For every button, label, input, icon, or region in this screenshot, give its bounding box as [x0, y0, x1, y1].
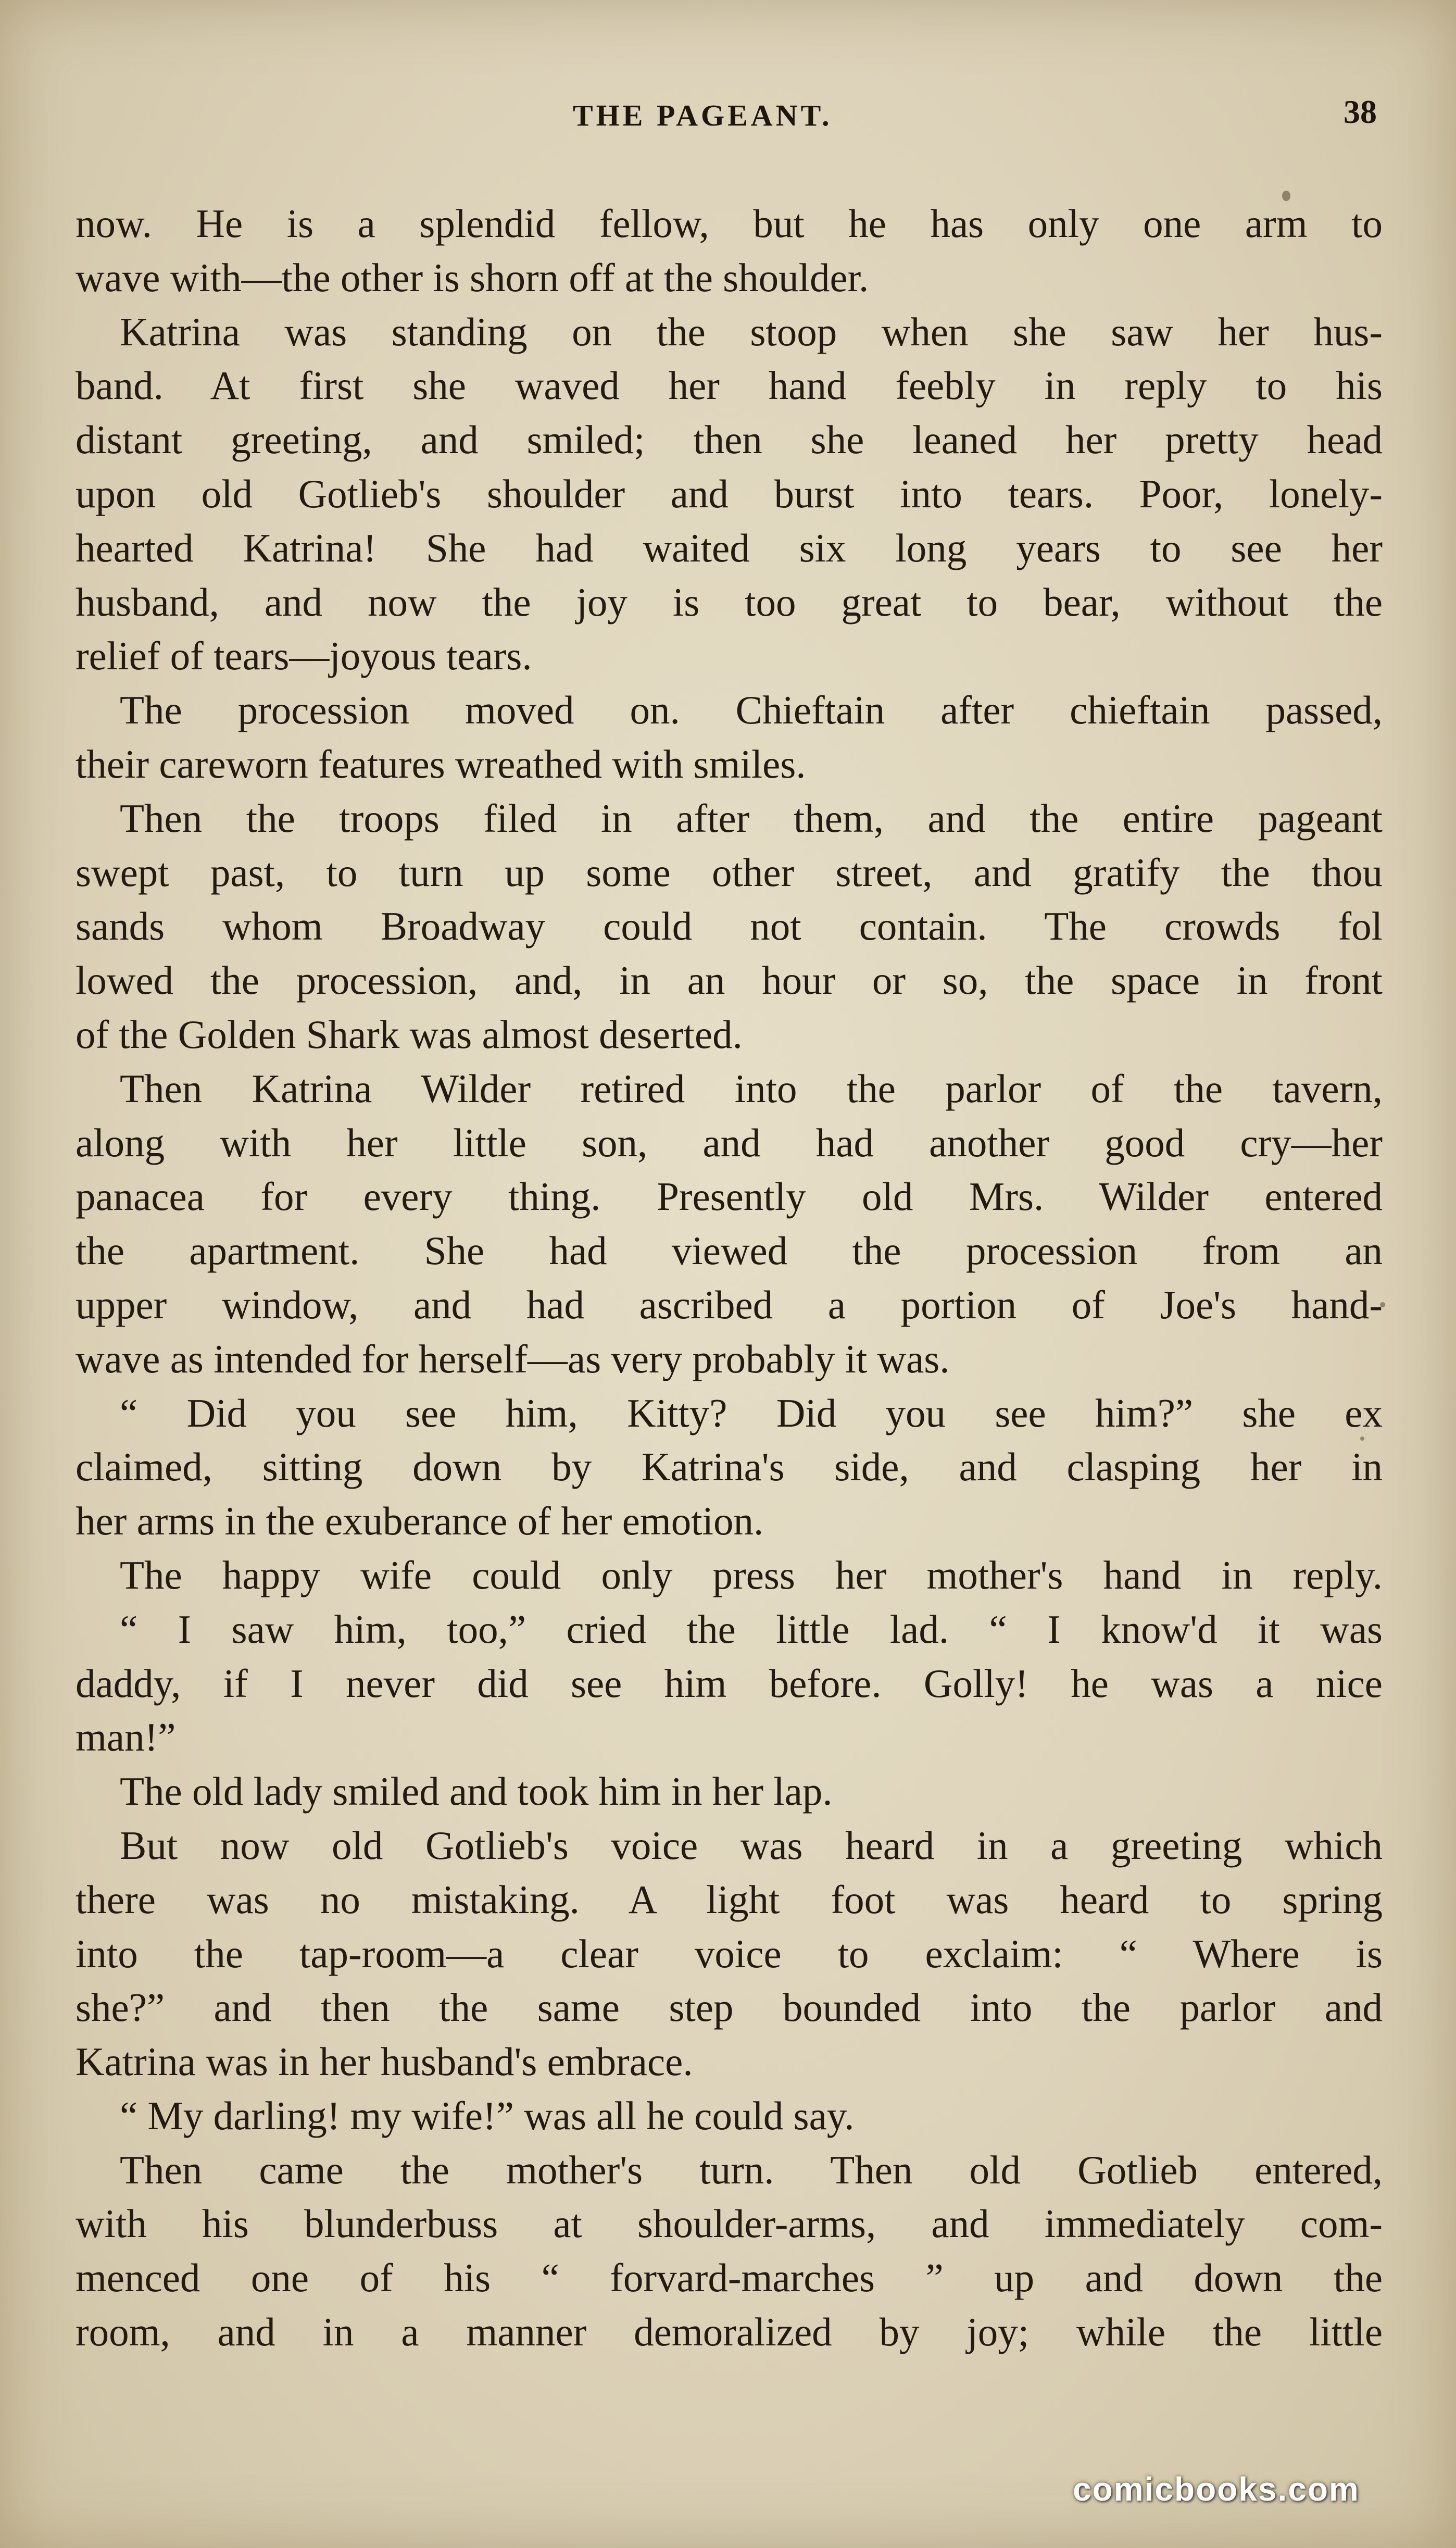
text-line: their careworn features wreathed with smiles. [76, 741, 806, 786]
text-line: Then the troops filed in after them, and the entire pageant [120, 795, 1383, 841]
text-line: swept past, to turn up some other street, and gratify the thou [76, 850, 1383, 895]
text-line: man!” [76, 1715, 176, 1760]
text-line: distant greeting, and smiled; then she leaned her pretty head [76, 417, 1383, 463]
running-title: THE PAGEANT. [573, 98, 833, 132]
paper-speck [1380, 1302, 1385, 1307]
text-line: sands whom Broadway could not contain. The crowds fol [76, 904, 1383, 949]
text-line: wave as intended for herself—as very probably it was. [76, 1336, 950, 1381]
text-line: claimed, sitting down by Katrina's side, and clasping her in [76, 1444, 1383, 1490]
text-line: “ My darling! my wife!” was all he could say. [120, 2093, 855, 2138]
text-line: “ I saw him, too,” cried the little lad. “ I know'd it was [120, 1606, 1383, 1652]
text-line: upper window, and had ascribed a portion of Joe's hand- [76, 1282, 1383, 1327]
text-line: into the tap-room—a clear voice to exclaim: “ Where is [76, 1931, 1383, 1976]
text-line: along with her little son, and had another good cry—her [76, 1120, 1383, 1165]
text-line: husband, and now the joy is too great to bear, without the [76, 579, 1383, 624]
text-line: The procession moved on. Chieftain after chieftain passed, [120, 688, 1383, 733]
text-line: The old lady smiled and took him in her lap. [120, 1769, 833, 1814]
page-number: 38 [1344, 93, 1377, 130]
text-line: panacea for every thing. Presently old Mrs. Wilder entered [76, 1174, 1383, 1219]
text-line: lowed the procession, and, in an hour or so, the space in front [76, 958, 1383, 1003]
text-line: Katrina was standing on the stoop when she saw her hus- [120, 309, 1383, 354]
text-line: band. At first she waved her hand feebly in reply to his [76, 363, 1383, 408]
watermark: comicbooks.com [1073, 2470, 1360, 2508]
text-line: “ Did you see him, Kitty? Did you see him?” she ex [120, 1390, 1383, 1435]
text-line: Then Katrina Wilder retired into the parlor of the tavern, [120, 1066, 1383, 1111]
text-line: daddy, if I never did see him before. Golly! he was a nice [76, 1660, 1383, 1706]
text-line: room, and in a manner demoralized by joy; while the little [76, 2309, 1383, 2355]
paper-speck [1360, 1437, 1364, 1441]
text-line: relief of tears—joyous tears. [76, 633, 532, 679]
text-line: wave with—the other is shorn off at the shoulder. [76, 255, 869, 300]
text-line: with his blunderbuss at shoulder-arms, and immediately com- [76, 2201, 1383, 2246]
text-line: she?” and then the same step bounded into the parlor and [76, 1985, 1383, 2030]
text-line: Then came the mother's turn. Then old Gotlieb entered, [120, 2147, 1383, 2192]
text-line: of the Golden Shark was almost deserted. [76, 1011, 743, 1057]
text-line: her arms in the exuberance of her emotion. [76, 1498, 764, 1544]
text-line: The happy wife could only press her mother's hand in reply. [120, 1552, 1383, 1597]
text-line: hearted Katrina! She had waited six long years to see her [76, 525, 1383, 570]
text-line: the apartment. She had viewed the procession from an [76, 1228, 1383, 1273]
text-line: menced one of his “ forvard-marches ” up and down the [76, 2255, 1383, 2301]
body-text [76, 197, 1383, 2359]
paper-speck [1282, 191, 1290, 201]
text-line: upon old Gotlieb's shoulder and burst into tears. Poor, lonely- [76, 471, 1383, 516]
text-line: now. He is a splendid fellow, but he has only one arm to [76, 201, 1383, 246]
text-line: But now old Gotlieb's voice was heard in a greeting which [120, 1822, 1383, 1868]
text-line: Katrina was in her husband's embrace. [76, 2039, 693, 2084]
text-line: there was no mistaking. A light foot was heard to spring [76, 1877, 1383, 1922]
